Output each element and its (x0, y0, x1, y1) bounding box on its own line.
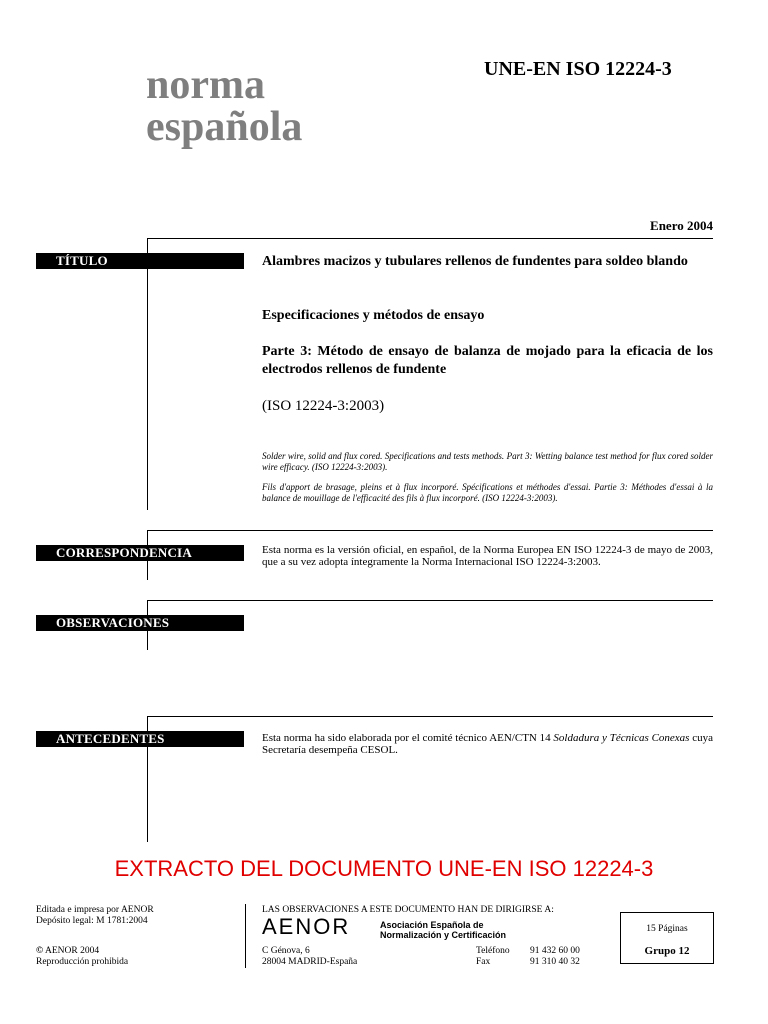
footer-copyright-text: AENOR 2004 (44, 946, 100, 956)
section-label-antecedentes: ANTECEDENTES (36, 731, 244, 747)
rule-titulo (147, 238, 713, 239)
footer-deposito: Depósito legal: M 1781:2004 (36, 916, 148, 926)
footer-divider (245, 904, 246, 968)
footer-edited: Editada e impresa por AENOR (36, 905, 154, 915)
correspondencia-text: Esta norma es la versión oficial, en español, de la Norma Europea EN ISO 12224-3 de mayo de 2003, que a su vez adopta íntegramente la Norma Internacional ISO 12224-3:2003. (262, 544, 713, 568)
document-title: Alambres macizos y tubulares rellenos de fundentes para soldeo blando (262, 254, 688, 269)
logo-espanola: española (146, 104, 303, 150)
antecedentes-committee-name: Soldadura y Técnicas Conexas (553, 732, 690, 744)
footer-copyright (36, 946, 99, 957)
iso-reference: (ISO 12224-3:2003) (262, 398, 385, 414)
section-label-observaciones: OBSERVACIONES (36, 615, 244, 631)
footer-telefono: 91 432 60 00 (530, 946, 580, 956)
footer-paginas: 15 Páginas (646, 924, 688, 934)
antecedentes-text (262, 732, 713, 756)
footer-address2: 28004 MADRID-España (262, 957, 358, 967)
french-title: Fils d'apport de brasage, pleins et à flux incorporé. Spécifications et méthodes d'essai. Partie 3: Méthodes d'essai à la balance de mouillage de l'efficacité des fils à flux incorporé. (ISO 12224-3:2003). (262, 482, 713, 503)
extract-banner: EXTRACTO DEL DOCUMENTO UNE-EN ISO 12224-3 (114, 856, 654, 881)
publication-date: Enero 2004 (650, 218, 713, 233)
rule-observaciones (147, 600, 713, 601)
section-label-titulo: TÍTULO (36, 253, 244, 269)
footer-observaciones-heading: LAS OBSERVACIONES A ESTE DOCUMENTO HAN DE DIRIGIRSE A: (262, 905, 554, 915)
antecedentes-text-start: Esta norma ha sido elaborada por el comité técnico AEN/CTN 14 (262, 732, 554, 744)
rule-antecedentes (147, 716, 713, 717)
footer-fax: 91 310 40 32 (530, 957, 580, 967)
aenor-desc-line1: Asociación Española de (380, 920, 484, 930)
copyright-icon: © (36, 946, 44, 956)
aenor-description (380, 920, 506, 940)
logo-norma: norma (146, 62, 265, 108)
document-subtitle: Especificaciones y métodos de ensayo (262, 308, 485, 323)
footer-reproduccion: Reproducción prohibida (36, 957, 129, 967)
aenor-logo: AENOR (262, 914, 351, 939)
document-part: Parte 3: Método de ensayo de balanza de mojado para la eficacia de los electrodos rellenos de fundente (262, 344, 713, 377)
rule-correspondencia (147, 530, 713, 531)
document-number: UNE-EN ISO 12224-3 (484, 58, 672, 80)
vertical-rule-titulo (147, 238, 148, 510)
footer-grupo: Grupo 12 (644, 945, 690, 957)
antecedentes-text-end: cuya Secretaría desempeña CESOL. (262, 732, 714, 756)
aenor-desc-line2: Normalización y Certificación (380, 930, 507, 940)
english-title: Solder wire, solid and flux cored. Specifications and tests methods. Part 3: Wetting balance test method for flux cored solder wire efficacy. (ISO 12224-3:2003). (262, 451, 713, 472)
footer-fax-label: Fax (476, 957, 491, 967)
section-label-correspondencia: CORRESPONDENCIA (36, 545, 244, 561)
footer-address1: C Génova, 6 (262, 946, 310, 956)
footer-telefono-label: Teléfono (476, 946, 510, 956)
